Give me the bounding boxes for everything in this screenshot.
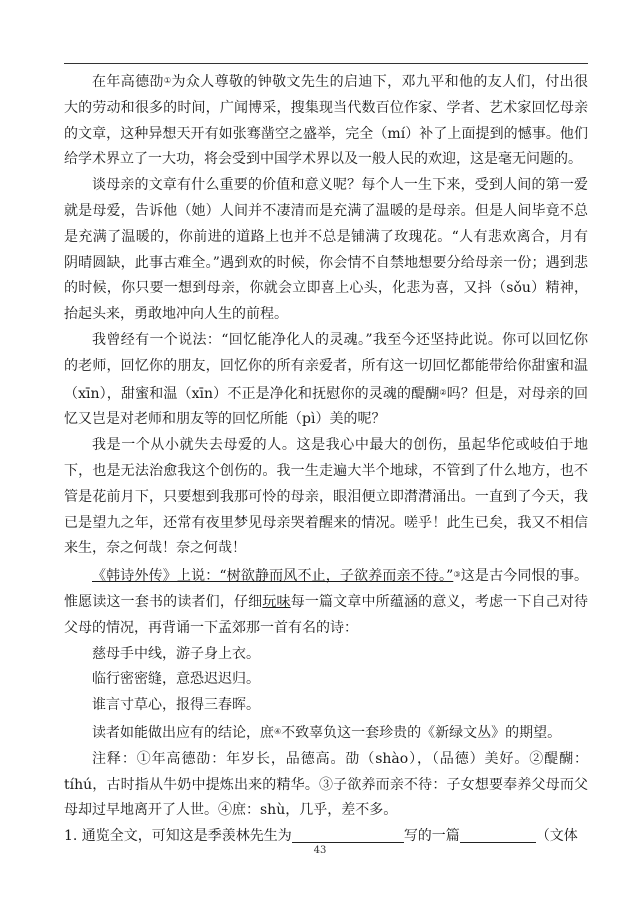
- paragraph-1: [64, 68, 588, 173]
- document-body: [64, 68, 588, 850]
- closing-text-cont: 不致辜负这一套珍贵的《新绿文丛》的期望。: [281, 724, 562, 741]
- paragraph-5-text-cont: 每一篇文章中所蕴涵的意义，考虑一下自己对待父母的情况，再背诵一下孟郊那一首有名的诗：: [64, 593, 589, 636]
- poem-line-1: 慈母手中线，游子身上衣。: [92, 645, 260, 662]
- question-1-text-mid: 写的一篇: [403, 828, 460, 845]
- underlined-word: 玩味: [262, 593, 291, 610]
- poem-line-2: 临行密密缝，意恐迟迟归。: [92, 671, 260, 688]
- question-1-text-end: （文体: [535, 828, 578, 845]
- poem-line-3: 谁言寸草心，报得三春晖。: [92, 697, 260, 714]
- note-marker-3: ③: [453, 570, 461, 580]
- paragraph-2: 谈母亲的文章有什么重要的价值和意义呢？每个人一生下来，受到人间的第一爱就是母爱，告诉他（她）人间并不凄清而是充满了温暖的是母亲。但是人间毕竟不总是充满了温暖的，你前进的道路上也并不总是铺满了玫瑰花。“人有悲欢离合，月有阴晴圆缺，此事古难全。”遇到欢的时候，你会情不自禁地想要分给母亲一份；遇到悲的时候，你只要一想到母亲，你就会立即喜上心头，化悲为喜，又抖（sǒu）精神，抬起头来，勇敢地冲向人生的前程。: [64, 177, 588, 323]
- page-number: 43: [313, 845, 327, 856]
- closing-paragraph: [64, 719, 588, 747]
- note-marker-2: ②: [439, 387, 447, 397]
- question-1-text: 1. 通览全文，可知这是季羡林先生为: [64, 828, 292, 845]
- answer-blank-2[interactable]: [460, 824, 536, 843]
- quote-underlined: 《韩诗外传》上说：“树欲静而风不止，子欲养而亲不待。”: [92, 568, 454, 585]
- note-marker-1: ①: [163, 76, 172, 85]
- paragraph-1-text: 在年高德劭: [92, 74, 164, 90]
- paragraph-1-text-cont: 为众人尊敬的钟敬文先生的启迪下，邓九平和他的友人们，付出很大的劳动和很多的时间，广闻博采，搜集现当代数百位作家、学者、艺术家回忆母亲的文章，这种异想天开有如张骞凿空之盛举，完全（mí）补了上面提到的憾事。他们给学术界立了一大功，将会受到中国学术界以及一般人民的欢迎，这是毫无问题的。: [64, 74, 589, 168]
- header-rule: [64, 63, 588, 64]
- answer-blank-1[interactable]: [292, 824, 404, 843]
- note-marker-4: ④: [274, 726, 282, 736]
- paragraph-3-text: 我曾经有一个说法：“回忆能净化人的灵魂。”我至今还坚持此说。你可以回忆你的老师，回忆你的朋友，回忆你的所有亲爱者，所有这一切回忆都能带给你甜蜜和温（xīn），甜蜜和温（xīn）不正是净化和抚慰你的灵魂的醍醐: [64, 331, 588, 402]
- paragraph-5-text: 这是古今同恨的事。惟愿读这一套书的读者们，仔细: [64, 568, 589, 610]
- annotations: 注释：①年高德劭：年岁长，品德高。劭（shào），（品德）美好。②醍醐：tíhú，古时指从牛奶中提炼出来的精华。③子欲养而亲不待：子女想要奉养父母而父母却过早地离开了人世。④庶：shù，几乎，差不多。: [64, 750, 588, 819]
- paragraph-5: [64, 562, 588, 641]
- paragraph-3-text-cont: 吗？但是，对母亲的回忆又岂是对老师和朋友等的回忆所能（pì）美的呢？: [64, 385, 589, 428]
- paragraph-3: [64, 328, 588, 433]
- paragraph-4: 我是一个从小就失去母爱的人。这是我心中最大的创伤，虽起华佗或岐伯于地下，也是无法治愈我这个创伤的。我一生走遍大半个地球，不管到了什么地方，也不管是花前月下，只要想到我那可怜的母亲，眼泪便立即潸潸涌出。一直到了今天，我已是望九之年，还常有夜里梦见母亲哭着醒来的情况。嗟乎！此生已矣，我又不相信来生，奈之何哉！奈之何哉！: [64, 437, 588, 557]
- closing-text: 读者如能做出应有的结论，庶: [92, 724, 274, 741]
